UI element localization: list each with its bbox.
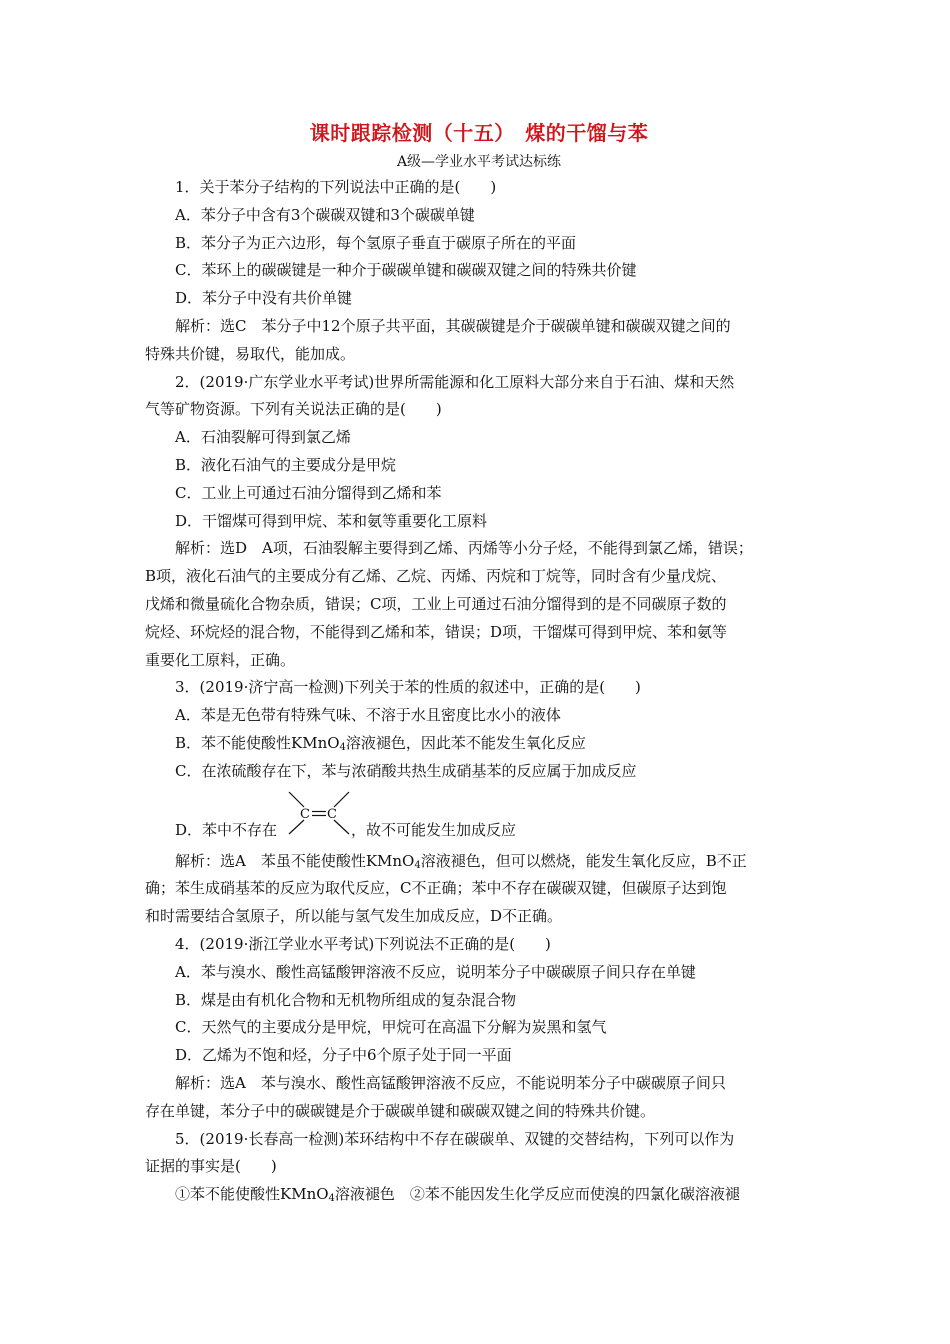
- q4-option-d: D．乙烯为不饱和烃，分子中6个原子处于同一平面: [175, 1046, 512, 1065]
- q4-stem: 4．(2019·浙江学业水平考试)下列说法不正确的是( ): [175, 934, 551, 953]
- q2-analysis-line4: 烷烃、环烷烃的混合物，不能得到乙烯和苯，错误；D项，干馏煤可得到甲烷、苯和氨等: [145, 622, 728, 641]
- q1-option-d: D．苯分子中没有共价单键: [175, 289, 353, 308]
- q2-stem-line1: 2．(2019·广东学业水平考试)世界所需能源和化工原料大部分来自于石油、煤和天然: [175, 372, 735, 391]
- q3-option-c: C．在浓硫酸存在下，苯与浓硝酸共热生成硝基苯的反应属于加成反应: [175, 761, 637, 780]
- q5-stem-line1: 5．(2019·长春高一检测)苯环结构中不存在碳碳单、双键的交替结构，下列可以作为: [175, 1129, 735, 1148]
- q3-analysis-line3: 和时需要结合氢原子，所以能与氢气发生加成反应，D不正确。: [145, 907, 563, 926]
- q2-option-d: D．干馏煤可得到甲烷、苯和氨等重要化工原料: [175, 511, 488, 530]
- q4-analysis-line2: 存在单键，苯分子中的碳碳键是介于碳碳单键和碳碳双键之间的特殊共价键。: [145, 1101, 656, 1120]
- q3-stem: 3．(2019·济宁高一检测)下列关于苯的性质的叙述中，正确的是( ): [175, 678, 641, 697]
- q2-stem-line2: 气等矿物资源。下列有关说法正确的是( ): [145, 400, 442, 419]
- q3-analysis-line1: 解析：选A 苯虽不能使酸性KMnO$_4$溶液褪色，但可以燃烧，能发生氧化反应，B不正: [175, 851, 747, 871]
- q2-option-a: A．石油裂解可得到氯乙烯: [175, 428, 351, 447]
- q4-option-c: C．天然气的主要成分是甲烷，甲烷可在高温下分解为炭黑和氢气: [175, 1018, 607, 1037]
- q3-analysis-line2: 确；苯生成硝基苯的反应为取代反应，C不正确；苯中不存在碳碳双键，但碳原子达到饱: [145, 879, 727, 898]
- q2-analysis-line5: 重要化工原料，正确。: [145, 650, 296, 669]
- q3-option-b: B．苯不能使酸性KMnO$_4$溶液褪色，因此苯不能发生氧化反应: [175, 733, 586, 753]
- q1-analysis-line1: 解析：选C 苯分子中12个原子共平面，其碳碳键是介于碳碳单键和碳碳双键之间的: [175, 316, 731, 335]
- formula-carbon-right: C: [327, 806, 337, 822]
- q5-stem-line2: 证据的事实是( ): [145, 1157, 277, 1176]
- q1-option-a: A．苯分子中含有3个碳碳双键和3个碳碳单键: [175, 205, 475, 224]
- q1-analysis-line2: 特殊共价键，易取代，能加成。: [145, 344, 356, 363]
- q2-option-c: C．工业上可通过石油分馏得到乙烯和苯: [175, 483, 442, 502]
- q3-option-d: [145, 786, 813, 848]
- q2-analysis-line3: 戊烯和微量硫化合物杂质，错误；C项，工业上可通过石油分馏得到的是不同碳原子数的: [145, 594, 727, 613]
- q1-option-b: B．苯分子为正六边形，每个氢原子垂直于碳原子所在的平面: [175, 233, 577, 252]
- document-page: [145, 118, 813, 1209]
- q1-stem: 1．关于苯分子结构的下列说法中正确的是( ): [175, 178, 497, 196]
- carbon-double-bond-formula: [287, 786, 351, 846]
- q3-option-d-text-post: ，故不可能发生加成反应: [351, 820, 517, 839]
- q4-option-a: A．苯与溴水、酸性高锰酸钾溶液不反应，说明苯分子中碳碳原子间只存在单键: [175, 962, 696, 981]
- q3-option-a: A．苯是无色带有特殊气味、不溶于水且密度比水小的液体: [175, 706, 561, 725]
- page-title: 课时跟踪检测（十五） 煤的干馏与苯: [309, 121, 649, 145]
- q2-analysis-line1: 解析：选D A项，石油裂解主要得到乙烯、丙烯等小分子烃，不能得到氯乙烯，错误；: [175, 539, 753, 558]
- formula-carbon-left: C: [300, 806, 310, 822]
- section-subtitle: A级—学业水平考试达标练: [396, 154, 562, 170]
- q3-option-d-text-pre: D．苯中不存在: [175, 820, 278, 839]
- q2-analysis-line2: B项，液化石油气的主要成分有乙烯、乙烷、丙烯、丙烷和丁烷等，同时含有少量戊烷、: [145, 567, 727, 586]
- q4-analysis-line1: 解析：选A 苯与溴水、酸性高锰酸钾溶液不反应，不能说明苯分子中碳碳原子间只: [175, 1073, 726, 1092]
- q1-option-c: C．苯环上的碳碳键是一种介于碳碳单键和碳碳双键之间的特殊共价键: [175, 261, 637, 280]
- q4-option-b: B．煤是由有机化合物和无机物所组成的复杂混合物: [175, 990, 517, 1009]
- q2-option-b: B．液化石油气的主要成分是甲烷: [175, 455, 397, 474]
- q5-facts-line1: ①苯不能使酸性KMnO$_4$溶液褪色 ②苯不能因发生化学反应而使溴的四氯化碳溶液褪: [175, 1185, 740, 1205]
